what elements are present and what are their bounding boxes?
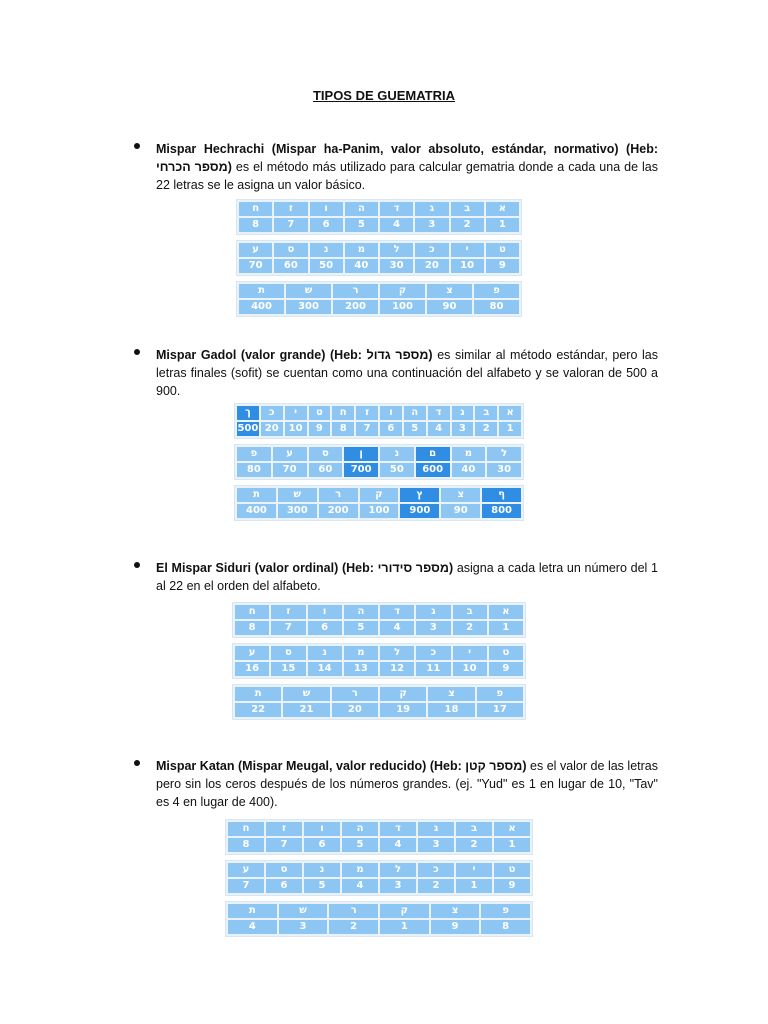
hebrew-term: מספר הכרחי — [156, 160, 228, 174]
hebrew-letter-cell: ב — [451, 202, 484, 216]
numeric-value-cell: 6 — [266, 879, 302, 893]
hebrew-letter-cell: ז — [274, 202, 307, 216]
heading-close: ) — [522, 759, 527, 773]
numeric-value-cell: 6 — [308, 621, 342, 635]
hebrew-letter-cell: מ — [344, 646, 378, 660]
numeric-value-cell: 9 — [494, 879, 530, 893]
section-paragraph — [156, 757, 658, 811]
value-table-siduri — [232, 602, 526, 720]
hebrew-letter-cell: ק — [380, 904, 429, 918]
numeric-value-cell: 7 — [228, 879, 264, 893]
heading-close: ) — [227, 160, 232, 174]
numeric-value-cell: 80 — [474, 300, 519, 314]
hebrew-letter-cell: נ — [304, 863, 340, 877]
letter-value-row-group — [234, 403, 524, 439]
numeric-value-cell: 2 — [451, 218, 484, 232]
numeric-value-cell: 4 — [380, 218, 413, 232]
numeric-value-cell: 3 — [279, 920, 328, 934]
numeric-value-cell: 700 — [344, 463, 378, 477]
numeric-value-cell: 22 — [235, 703, 281, 717]
letter-value-row-group — [234, 444, 524, 480]
hebrew-letter-cell: ר — [329, 904, 378, 918]
hebrew-letter-cell: ח — [228, 822, 264, 836]
hebrew-letter-cell: פ — [481, 904, 530, 918]
hebrew-letter-cell: צ — [427, 284, 472, 298]
numeric-value-cell: 200 — [333, 300, 378, 314]
numeric-value-cell: 21 — [283, 703, 329, 717]
numeric-value-cell: 4 — [428, 422, 450, 436]
hebrew-letter-cell: ב — [456, 822, 492, 836]
hebrew-letter-cell: ן — [344, 447, 378, 461]
hebrew-letter-cell: א — [489, 605, 523, 619]
numeric-value-cell: 30 — [487, 463, 521, 477]
hebrew-letter-cell: ז — [271, 605, 305, 619]
numeric-value-cell: 2 — [418, 879, 454, 893]
numeric-value-cell: 20 — [332, 703, 378, 717]
numeric-value-cell: 100 — [360, 504, 399, 518]
hebrew-letter-cell: כ — [418, 863, 454, 877]
hebrew-letter-cell: ו — [304, 822, 340, 836]
letter-value-row-group — [225, 819, 533, 855]
numeric-value-cell: 2 — [456, 838, 492, 852]
hebrew-letter-cell: ו — [308, 605, 342, 619]
hebrew-letter-cell: כ — [416, 646, 450, 660]
numeric-value-cell: 60 — [309, 463, 343, 477]
numeric-value-cell: 10 — [451, 259, 484, 273]
numeric-value-cell: 30 — [380, 259, 413, 273]
numeric-value-cell: 300 — [286, 300, 331, 314]
numeric-value-cell: 3 — [452, 422, 474, 436]
numeric-value-cell: 200 — [319, 504, 358, 518]
hebrew-letter-cell: ד — [380, 822, 416, 836]
hebrew-letter-cell: פ — [237, 447, 271, 461]
numeric-value-cell: 2 — [453, 621, 487, 635]
letter-value-row-group — [232, 643, 526, 679]
section-heading: Mispar Gadol (valor grande) (Heb: — [156, 348, 367, 362]
hebrew-letter-cell: פ — [477, 687, 523, 701]
numeric-value-cell: 1 — [486, 218, 519, 232]
hebrew-letter-cell: ע — [239, 243, 272, 257]
numeric-value-cell: 7 — [271, 621, 305, 635]
letter-value-row-group — [232, 602, 526, 638]
numeric-value-cell: 5 — [342, 838, 378, 852]
section-text: es el método más utilizado para calcular gematria donde a cada una de las 22 letras se le asigna un valor básico. — [156, 160, 658, 192]
numeric-value-cell: 6 — [380, 422, 402, 436]
section-paragraph — [156, 346, 658, 400]
numeric-value-cell: 70 — [273, 463, 307, 477]
numeric-value-cell: 3 — [380, 879, 416, 893]
hebrew-letter-cell: ט — [486, 243, 519, 257]
hebrew-letter-cell: ש — [278, 488, 317, 502]
hebrew-letter-cell: ב — [453, 605, 487, 619]
numeric-value-cell: 7 — [274, 218, 307, 232]
hebrew-letter-cell: ף — [482, 488, 521, 502]
numeric-value-cell: 2 — [475, 422, 497, 436]
hebrew-letter-cell: ת — [239, 284, 284, 298]
numeric-value-cell: 8 — [235, 621, 269, 635]
hebrew-letter-cell: ע — [228, 863, 264, 877]
section-heading: Mispar Hechrachi (Mispar ha-Panim, valor absoluto, estándar, normativo) (Heb: — [156, 142, 658, 156]
hebrew-letter-cell: צ — [431, 904, 480, 918]
hebrew-letter-cell: ל — [380, 243, 413, 257]
numeric-value-cell: 9 — [489, 662, 523, 676]
hebrew-letter-cell: א — [499, 406, 521, 420]
hebrew-letter-cell: ע — [273, 447, 307, 461]
hebrew-letter-cell: נ — [308, 646, 342, 660]
numeric-value-cell: 500 — [237, 423, 259, 434]
hebrew-letter-cell: ל — [380, 646, 414, 660]
hebrew-letter-cell: כ — [415, 243, 448, 257]
bullet-icon — [134, 760, 140, 766]
hebrew-letter-cell: א — [494, 822, 530, 836]
numeric-value-cell: 4 — [380, 838, 416, 852]
numeric-value-cell: 5 — [345, 218, 378, 232]
hebrew-letter-cell: ר — [332, 687, 378, 701]
hebrew-letter-cell: ך — [237, 406, 259, 420]
numeric-value-cell: 1 — [494, 838, 530, 852]
hebrew-term: מספר גדול — [366, 348, 429, 362]
value-table-katan — [225, 819, 533, 937]
section-text: asigna a cada letra un número del 1 al 22 en el orden del alfabeto. — [156, 561, 658, 593]
hebrew-letter-cell: ד — [380, 605, 414, 619]
numeric-value-cell: 20 — [261, 422, 283, 436]
hebrew-letter-cell: ת — [228, 904, 277, 918]
numeric-value-cell: 6 — [304, 838, 340, 852]
numeric-value-cell: 4 — [380, 621, 414, 635]
hebrew-letter-cell: י — [285, 406, 307, 420]
numeric-value-cell: 90 — [441, 504, 480, 518]
hebrew-letter-cell: ו — [380, 406, 402, 420]
hebrew-letter-cell: ג — [418, 822, 454, 836]
hebrew-letter-cell: ז — [266, 822, 302, 836]
hebrew-letter-cell: מ — [342, 863, 378, 877]
hebrew-letter-cell: ח — [332, 406, 354, 420]
numeric-value-cell: 50 — [380, 463, 414, 477]
hebrew-letter-cell: ם — [416, 447, 450, 461]
hebrew-letter-cell: נ — [380, 447, 414, 461]
numeric-value-cell: 300 — [278, 504, 317, 518]
numeric-value-cell: 4 — [342, 879, 378, 893]
hebrew-letter-cell: ה — [344, 605, 378, 619]
bullet-icon — [134, 562, 140, 568]
numeric-value-cell: 4 — [228, 920, 277, 934]
letter-value-row-group — [236, 240, 522, 276]
section-heading: Mispar Katan (Mispar Meugal, valor reducido) (Heb: — [156, 759, 466, 773]
numeric-value-cell: 3 — [418, 838, 454, 852]
hebrew-letter-cell: א — [486, 202, 519, 216]
hebrew-letter-cell: ז — [356, 406, 378, 420]
numeric-value-cell: 9 — [486, 259, 519, 273]
hebrew-letter-cell: ס — [271, 646, 305, 660]
heading-close: ) — [428, 348, 433, 362]
letter-value-row-group — [236, 281, 522, 317]
page-title: TIPOS DE GUEMATRIA — [312, 88, 456, 103]
hebrew-letter-cell: ח — [239, 202, 272, 216]
bullet-icon — [134, 349, 140, 355]
hebrew-letter-cell: ג — [452, 406, 474, 420]
numeric-value-cell: 8 — [239, 218, 272, 232]
hebrew-term: מספר קטן — [465, 759, 523, 773]
numeric-value-cell: 80 — [237, 463, 271, 477]
numeric-value-cell: 800 — [482, 504, 521, 518]
numeric-value-cell: 17 — [477, 703, 523, 717]
numeric-value-cell: 15 — [271, 662, 305, 676]
hebrew-letter-cell: ץ — [400, 488, 439, 502]
hebrew-letter-cell: ת — [235, 687, 281, 701]
numeric-value-cell: 6 — [310, 218, 343, 232]
hebrew-letter-cell: ה — [345, 202, 378, 216]
letter-value-row-group — [225, 860, 533, 896]
value-table-hechrachi — [236, 199, 522, 317]
numeric-value-cell: 10 — [453, 662, 487, 676]
numeric-value-cell: 8 — [332, 422, 354, 436]
hebrew-letter-cell: ק — [380, 687, 426, 701]
section-text: es el valor de las letras pero sin los ceros después de los números grandes. (ej. "Yud" es 1 en lugar de 10, "Tav" es 4 en lugar de 400). — [156, 759, 658, 809]
numeric-value-cell: 60 — [274, 259, 307, 273]
hebrew-letter-cell: ה — [404, 406, 426, 420]
hebrew-letter-cell: מ — [345, 243, 378, 257]
hebrew-letter-cell: ת — [237, 488, 276, 502]
hebrew-letter-cell: ט — [489, 646, 523, 660]
numeric-value-cell: 12 — [380, 662, 414, 676]
hebrew-letter-cell: ג — [415, 202, 448, 216]
numeric-value-cell: 19 — [380, 703, 426, 717]
hebrew-letter-cell: נ — [310, 243, 343, 257]
hebrew-letter-cell: ר — [319, 488, 358, 502]
hebrew-letter-cell: ש — [279, 904, 328, 918]
numeric-value-cell: 600 — [416, 463, 450, 477]
hebrew-letter-cell: פ — [474, 284, 519, 298]
numeric-value-cell: 1 — [380, 920, 429, 934]
letter-value-row-group — [234, 485, 524, 521]
section-heading: El Mispar Siduri (valor ordinal) (Heb: — [156, 561, 378, 575]
numeric-value-cell: 14 — [308, 662, 342, 676]
section-text: es similar al método estándar, pero las letras finales (sofit) se cuentan como una continuación del alfabeto y se valoran de 500 a 900. — [156, 348, 659, 398]
bullet-icon — [134, 143, 140, 149]
numeric-value-cell: 5 — [304, 879, 340, 893]
numeric-value-cell: 9 — [309, 422, 331, 436]
hebrew-letter-cell: ע — [235, 646, 269, 660]
letter-value-row-group — [236, 199, 522, 235]
numeric-value-cell: 7 — [266, 838, 302, 852]
numeric-value-cell: 20 — [415, 259, 448, 273]
numeric-value-cell: 40 — [452, 463, 486, 477]
numeric-value-cell: 100 — [380, 300, 425, 314]
numeric-value-cell: 3 — [416, 621, 450, 635]
hebrew-letter-cell: ש — [286, 284, 331, 298]
hebrew-letter-cell: י — [453, 646, 487, 660]
numeric-value-cell: 50 — [310, 259, 343, 273]
numeric-value-cell: 5 — [404, 422, 426, 436]
numeric-value-cell: 900 — [400, 504, 439, 518]
hebrew-letter-cell: י — [456, 863, 492, 877]
section-paragraph — [156, 140, 658, 194]
hebrew-letter-cell: ד — [380, 202, 413, 216]
numeric-value-cell: 1 — [499, 422, 521, 436]
numeric-value-cell: 1 — [456, 879, 492, 893]
hebrew-letter-cell: ס — [309, 447, 343, 461]
numeric-value-cell: 9 — [431, 920, 480, 934]
hebrew-letter-cell: צ — [441, 488, 480, 502]
hebrew-letter-cell: צ — [428, 687, 474, 701]
numeric-value-cell: 40 — [345, 259, 378, 273]
heading-close: ) — [448, 561, 454, 575]
numeric-value-cell: 400 — [237, 504, 276, 518]
hebrew-letter-cell: ק — [360, 488, 399, 502]
letter-value-row-group — [232, 684, 526, 720]
hebrew-letter-cell: ס — [266, 863, 302, 877]
hebrew-letter-cell: ל — [380, 863, 416, 877]
hebrew-letter-cell: ל — [487, 447, 521, 461]
numeric-value-cell: 70 — [239, 259, 272, 273]
numeric-value-cell: 13 — [344, 662, 378, 676]
value-table-gadol — [234, 403, 524, 521]
hebrew-letter-cell: ב — [475, 406, 497, 420]
numeric-value-cell: 3 — [415, 218, 448, 232]
hebrew-letter-cell: כ — [261, 406, 283, 420]
hebrew-term: מספר סידורי — [377, 561, 449, 575]
numeric-value-cell: 18 — [428, 703, 474, 717]
numeric-value-cell: 8 — [481, 920, 530, 934]
hebrew-letter-cell: ק — [380, 284, 425, 298]
hebrew-letter-cell: ח — [235, 605, 269, 619]
hebrew-letter-cell: ר — [333, 284, 378, 298]
hebrew-letter-cell: ט — [309, 406, 331, 420]
hebrew-letter-cell: ו — [310, 202, 343, 216]
hebrew-letter-cell: ג — [416, 605, 450, 619]
numeric-value-cell: 400 — [239, 300, 284, 314]
hebrew-letter-cell: י — [451, 243, 484, 257]
numeric-value-cell: 5 — [344, 621, 378, 635]
letter-value-row-group — [225, 901, 533, 937]
hebrew-letter-cell: ס — [274, 243, 307, 257]
hebrew-letter-cell: ש — [283, 687, 329, 701]
hebrew-letter-cell: ה — [342, 822, 378, 836]
numeric-value-cell: 2 — [329, 920, 378, 934]
section-paragraph — [156, 559, 658, 595]
hebrew-letter-cell: ד — [428, 406, 450, 420]
numeric-value-cell: 7 — [356, 422, 378, 436]
hebrew-letter-cell: ט — [494, 863, 530, 877]
hebrew-letter-cell: מ — [452, 447, 486, 461]
numeric-value-cell: 11 — [416, 662, 450, 676]
numeric-value-cell: 10 — [285, 422, 307, 436]
numeric-value-cell: 8 — [228, 838, 264, 852]
numeric-value-cell: 1 — [489, 621, 523, 635]
numeric-value-cell: 16 — [235, 662, 269, 676]
numeric-value-cell: 90 — [427, 300, 472, 314]
